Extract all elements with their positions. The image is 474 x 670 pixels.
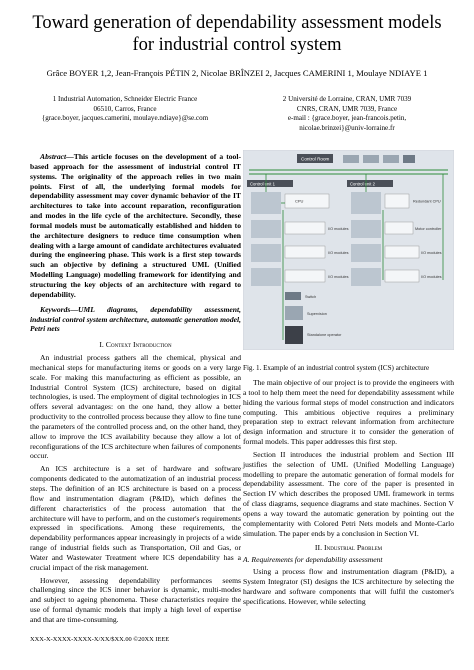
io-rack-icon	[285, 246, 325, 258]
paragraph: An ICS architecture is a set of hardware and software components dedicated to the automatization of an industrial process steps. The definition of an ICS architecture is based on a process flow and instrumentation diagram (P&ID), which defines the different characteristics of the process automation that the architecture will have to perform, and on the customer's requirements expressed in specifications. Among these requirements, the dependability performances appear increasingly in projects of a wide range of industrial fields such as Transportation, Oil and Gas, or Water and Wastewater Treatment where ICS dependability has a crucial impact of the risk management.	[30, 464, 241, 572]
io-rack-icon	[385, 270, 419, 282]
redundant-cpu-label: Redundant CPU	[413, 199, 441, 204]
switch-label: Switch	[305, 295, 317, 299]
workstation-icon	[383, 155, 399, 163]
affiliation-right-line-1: 2 Université de Lorraine, CRAN, UMR 7039	[282, 95, 412, 103]
section-heading-1: I. Context Introduction	[99, 340, 172, 350]
affiliation-right-line-3: e-mail : {grace.boyer, jean-francois.petin,	[287, 114, 407, 122]
cabinet-icon	[351, 244, 381, 262]
cpu-rack-icon	[385, 194, 409, 208]
abstract-body: —This article focuses on the development of a tool-based approach for the assessment of industrial control IT systems. The originality of the approach relies in two main points. First of all, the underlying formal models for dependability assessment may cover dynamic behavior of the IT architectures to take into account reparation, reconfiguration and modes in the life cycle of the architecture. Secondly, these formal models must be automatically established and hidden to the architecture designers to reduce time consumption when dealing with a large amount of candidate architectures evaluated during the engineering phase. This work is a first step towards such an objective by defining a structured UML (Unified Modelling Language) modelling framework for identifying and structuring the key objects of an architecture with regard to dependability.	[30, 152, 241, 299]
cabinet-icon	[351, 192, 381, 214]
author-line: Grâce BOYER 1,2, Jean-François PÉTIN 2, Nicolae BRÎNZEI 2, Jacques CAMERINI 1, Moulaye NDIAYE 1	[46, 68, 428, 78]
control-unit-1-label: Control unit 1	[250, 181, 275, 187]
standalone-operator-label: Standalone operator	[307, 333, 342, 337]
control-room-label: Control Room	[301, 156, 330, 162]
affiliation-left-line-3: {grace.boyer, jacques.camerini, moulaye.ndiaye}@se.com	[41, 114, 209, 122]
paragraph: Using a process flow and instrumentation diagram (P&ID), a System Integrator (SI) designs the ICS architecture by selecting the hardware and software components that will fulfil the customer's specifications. However, while selecting	[243, 567, 454, 606]
affiliation-right-line-2: CNRS, CRAN, UMR 7039, France	[296, 104, 398, 113]
affiliation-right	[252, 95, 442, 133]
control-unit-2-label: Control unit 2	[350, 181, 375, 187]
io-rack-icon	[285, 270, 325, 282]
io-rack-icon	[385, 246, 419, 258]
paragraph: Section II introduces the industrial problem and Section III justifies the selection of UML (Unified Modelling Language) modelling to prepare the automatic generation of formal models for dependability assessment. The core of the paper is presented in Section IV which describes the proposed UML framework in terms of class diagrams, sequence diagrams and state machines. Section V opens a way toward the automatic generation by pointing out the complementarity with Colored Petri Nets models and Monte-Carlo simulation. The paper ends by a conclusion in Section VI.	[243, 449, 454, 538]
copyright-footer: XXX-X-XXXX-XXXX-X/XX/$XX.00 ©20XX IEEE	[30, 636, 170, 643]
affiliation-left	[30, 95, 220, 124]
io-rack-icon	[285, 222, 325, 234]
cabinet-icon	[251, 192, 281, 214]
affiliation-right-line-4: nicolae.brinzei}@univ-lorraine.fr	[299, 123, 395, 132]
io-modules-label: I/O modules	[328, 275, 349, 279]
keywords: Keywords—UML diagrams, dependability assessment, industrial control system architecture, automatic generation model, Petri nets	[30, 304, 241, 334]
standalone-operator-icon	[285, 326, 303, 344]
io-modules-label: I/O modules	[328, 251, 349, 255]
io-modules-label: I/O modules	[421, 251, 442, 255]
paragraph: The main objective of our project is to provide the engineers with a tool to help them meet the need for dependability assessment while hiding the various formal steps of model construction and indicators computing. This ambitious objective requires a preliminary preparation step to extract relevant information from architecture design information and structure it to consider the generation of formal models. This paper addresses this first step.	[243, 378, 454, 447]
printer-icon	[403, 155, 415, 163]
paper-title: Toward generation of dependability assessment models for industrial control system	[32, 13, 442, 55]
subsection-heading-a: A. Requirements for dependability assessment	[243, 555, 383, 565]
io-modules-label: I/O modules	[421, 275, 442, 279]
affiliation-left-line-2: 06510, Carros, France	[93, 104, 157, 113]
abstract	[30, 152, 241, 300]
supervision-icon	[285, 306, 303, 320]
cabinet-icon	[251, 220, 281, 238]
cabinet-icon	[251, 268, 281, 286]
switch-icon	[285, 292, 301, 300]
figure-caption: Fig. 1. Example of an industrial control system (ICS) architecture	[243, 364, 430, 372]
cpu-rack-icon	[285, 194, 329, 208]
supervision-label: Supervision	[307, 312, 327, 316]
right-column	[243, 378, 454, 610]
cpu-label: CPU	[295, 198, 304, 204]
cabinet-icon	[251, 244, 281, 262]
section-heading-2: II. Industrial Problem	[314, 542, 383, 552]
cabinet-icon	[351, 220, 381, 238]
motor-controller-icon	[385, 222, 413, 234]
io-modules-label: I/O modules	[328, 227, 349, 231]
workstation-icon	[363, 155, 379, 163]
paragraph: An industrial process gathers all the chemical, physical and mechanical steps for manufacturing items or goods on a very large scale. For making this manufacturing as efficient as possible, an Industrial Control System (ICS) architecture, based on digital technologies, is used. The employment of digital technologies in ICS offers several advantages: on the one hand, they allow a better productivity to the controlled process because they allow to fine tune the parameters of the controlled process and, on the other hand, they allow to improve the ICS availability because they allow a lot of reconfigurations of the ICS architecture when failures of components occur.	[30, 353, 241, 461]
paragraph: However, assessing dependability performances seems challenging since the ICS inner behavior is dynamic, multi-modes and subject to ageing phenomena. These characteristics require the use of formal dynamic models that imply a high level of expertise and that are time-consuming.	[30, 575, 241, 624]
cabinet-icon	[351, 268, 381, 286]
ics-architecture-figure	[243, 150, 454, 350]
motor-controller-label: Motor controller	[415, 227, 442, 231]
abstract-lead: Abstract	[40, 152, 67, 161]
affiliation-left-line-1: 1 Industrial Automation, Schneider Electric France	[52, 95, 198, 103]
left-column	[30, 152, 241, 628]
workstation-icon	[343, 155, 359, 163]
